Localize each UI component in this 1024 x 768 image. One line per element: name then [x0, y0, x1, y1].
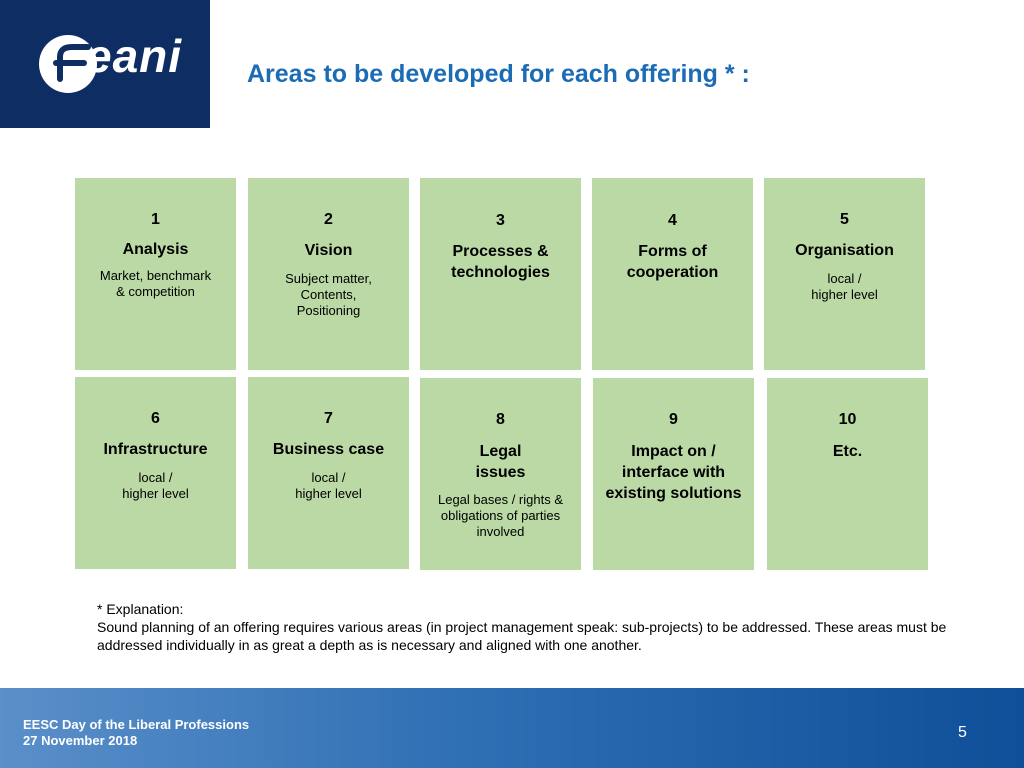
area-heading: Organisation [795, 242, 894, 259]
footer-event [23, 717, 249, 749]
area-card-10 [767, 378, 928, 570]
page-title: Areas to be developed for each offering * : [247, 60, 750, 88]
area-heading: Impact on / interface with existing solutions [605, 443, 742, 502]
logo-text: eani [86, 30, 183, 82]
area-description: Subject matter, Contents, Positioning [285, 271, 372, 318]
logo-block [0, 0, 210, 128]
page-number: 5 [958, 724, 967, 741]
area-card-2 [248, 178, 409, 370]
area-card-8 [420, 378, 581, 570]
area-number: 8 [496, 411, 505, 428]
footer-event-name: EESC Day of the Liberal Professions [23, 717, 250, 732]
area-description: Market, benchmark & competition [99, 268, 212, 299]
area-description: local / higher level [295, 470, 362, 501]
area-heading: Business case [272, 441, 385, 458]
area-card-5 [764, 178, 925, 370]
area-number: 3 [496, 212, 505, 229]
area-heading: Infrastructure [103, 441, 208, 458]
area-number: 7 [324, 410, 333, 427]
area-heading: Etc. [832, 443, 863, 460]
area-card-4 [592, 178, 753, 370]
area-number: 9 [669, 411, 678, 428]
area-card-3 [420, 178, 581, 370]
footnote [97, 600, 947, 654]
area-number: 4 [668, 212, 677, 229]
area-description: local / higher level [811, 271, 878, 302]
area-description: Legal bases / rights & obligations of parties involved [437, 492, 564, 539]
footer-date: 27 November 2018 [23, 733, 138, 748]
area-number: 2 [324, 211, 333, 228]
area-heading: Forms of cooperation [626, 243, 719, 281]
area-number: 6 [151, 410, 160, 427]
area-card-7 [248, 377, 409, 569]
area-heading: Analysis [122, 241, 189, 258]
area-card-6 [75, 377, 236, 569]
area-card-1 [75, 178, 236, 370]
area-description: local / higher level [122, 470, 189, 501]
area-heading: Vision [304, 242, 353, 259]
area-number: 1 [151, 211, 160, 228]
area-number: 10 [838, 411, 857, 428]
area-heading: Processes & technologies [451, 243, 550, 281]
area-heading: Legal issues [475, 443, 526, 481]
footnote-label: * Explanation: [97, 601, 184, 617]
area-number: 5 [840, 211, 849, 228]
footnote-text: Sound planning of an offering requires various areas (in project management speak: sub-projects) to be addressed. These areas must be addressed individually in as great a depth as is necessary and aligned with one another. [97, 619, 947, 653]
area-card-9 [593, 378, 754, 570]
